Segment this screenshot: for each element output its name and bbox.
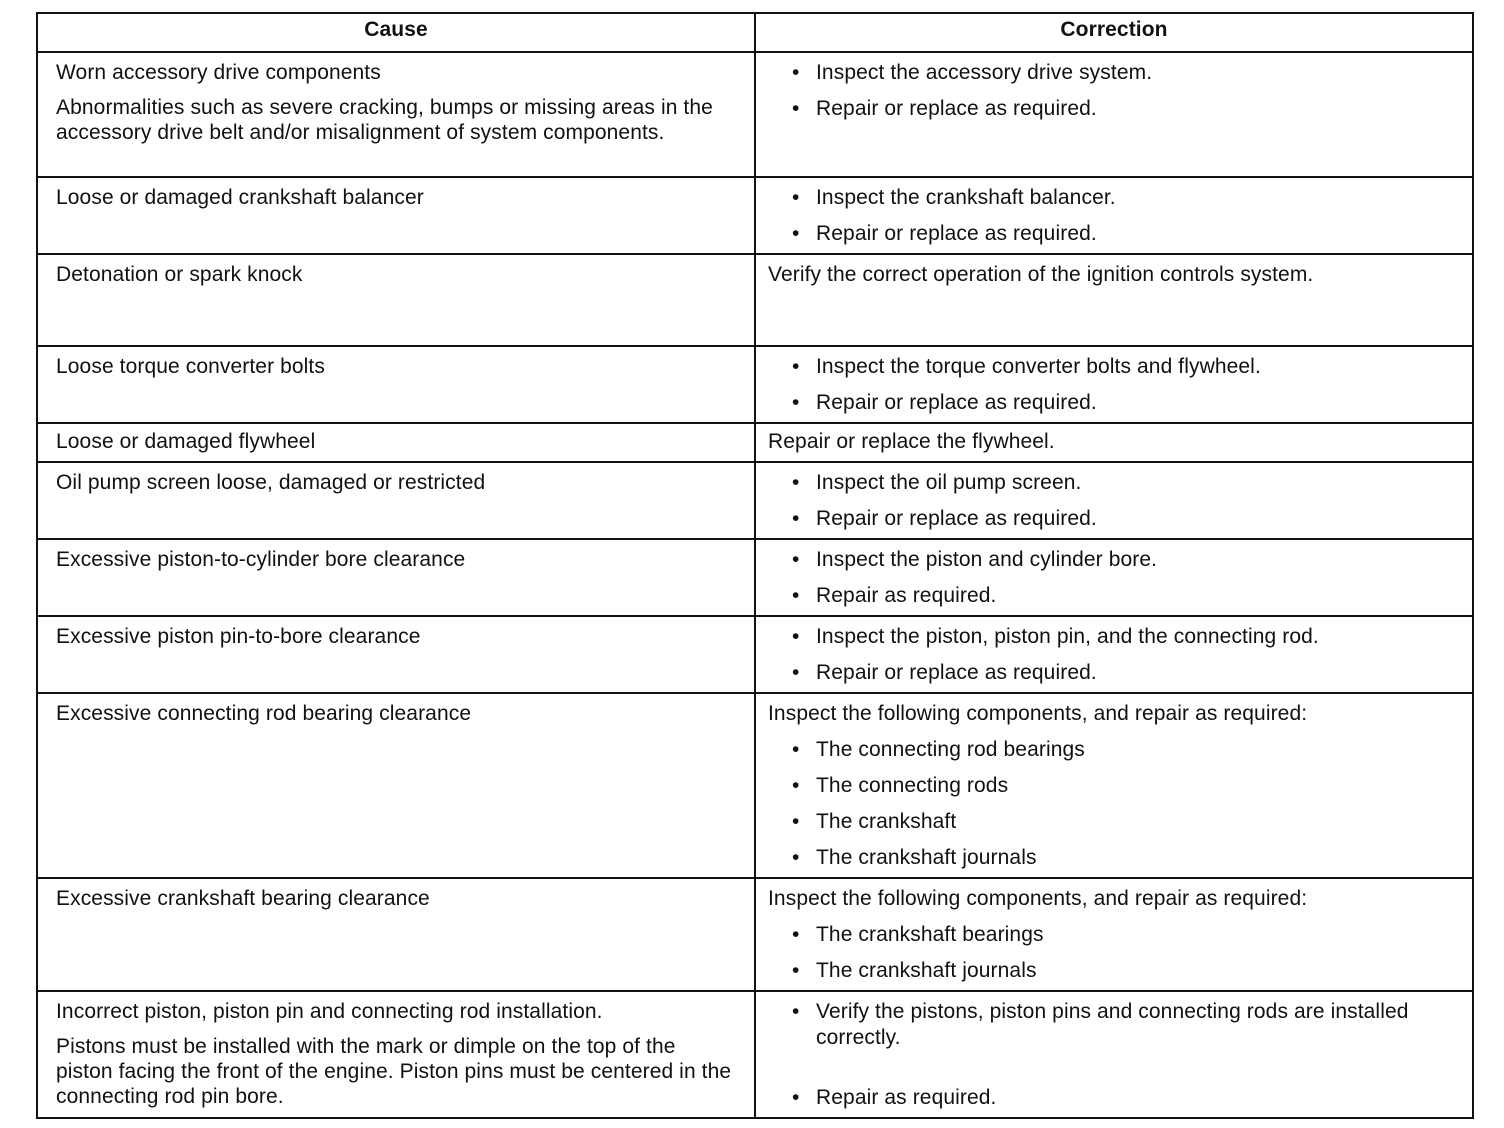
table-row xyxy=(37,423,1473,462)
correction-cell xyxy=(755,991,1473,1118)
correction-list xyxy=(768,999,1462,1111)
correction-cell xyxy=(755,462,1473,539)
list-item: • The crankshaft journals xyxy=(768,958,1462,984)
list-item: • Repair or replace as required. xyxy=(768,506,1462,532)
list-item: • The crankshaft bearings xyxy=(768,922,1462,948)
correction-cell xyxy=(755,616,1473,693)
correction-list xyxy=(768,547,1462,609)
list-item: • Repair or replace as required. xyxy=(768,660,1462,686)
table-row xyxy=(37,346,1473,423)
correction-cell xyxy=(755,346,1473,423)
cause-cell xyxy=(37,177,755,254)
list-item: • Inspect the crankshaft balancer. xyxy=(768,185,1462,211)
table-row xyxy=(37,254,1473,346)
correction-intro: Inspect the following components, and repair as required: xyxy=(768,702,1308,725)
correction-cell xyxy=(755,177,1473,254)
correction-text: Verify the correct operation of the ignition controls system. xyxy=(768,263,1314,286)
table-row xyxy=(37,878,1473,991)
cause-text: Oil pump screen loose, damaged or restricted xyxy=(56,471,486,494)
table-row xyxy=(37,177,1473,254)
correction-header: Correction xyxy=(755,13,1473,52)
cause-cell xyxy=(37,346,755,423)
cause-text: Loose or damaged flywheel xyxy=(56,430,316,453)
list-item: • Inspect the torque converter bolts and flywheel. xyxy=(768,354,1462,380)
cause-cell xyxy=(37,878,755,991)
list-item: • Inspect the oil pump screen. xyxy=(768,470,1462,496)
cause-text: Excessive connecting rod bearing clearance xyxy=(56,702,472,725)
correction-cell xyxy=(755,539,1473,616)
correction-list xyxy=(768,624,1462,686)
diagnostic-table xyxy=(36,12,1474,1119)
list-item: • Repair as required. xyxy=(768,583,1462,609)
correction-list xyxy=(768,922,1462,984)
cause-note: Abnormalities such as severe cracking, bumps or missing areas in the accessory drive belt and/or misalignment of system components. xyxy=(56,96,713,144)
correction-cell xyxy=(755,423,1473,462)
list-item: • Repair or replace as required. xyxy=(768,221,1462,247)
list-item: • Repair or replace as required. xyxy=(768,96,1462,122)
correction-list xyxy=(768,185,1462,247)
correction-cell xyxy=(755,254,1473,346)
cause-text: Excessive crankshaft bearing clearance xyxy=(56,887,430,910)
table-row xyxy=(37,462,1473,539)
cause-header: Cause xyxy=(37,13,755,52)
cause-text: Excessive piston pin-to-bore clearance xyxy=(56,625,421,648)
cause-text: Worn accessory drive components xyxy=(56,61,381,84)
list-item: • The crankshaft journals xyxy=(768,845,1462,871)
cause-text: Loose or damaged crankshaft balancer xyxy=(56,186,424,209)
cause-cell xyxy=(37,254,755,346)
correction-list xyxy=(768,737,1462,871)
correction-intro: Inspect the following components, and repair as required: xyxy=(768,887,1308,910)
cause-text: Detonation or spark knock xyxy=(56,263,303,286)
cause-cell xyxy=(37,462,755,539)
correction-list xyxy=(768,60,1462,122)
cause-text: Excessive piston-to-cylinder bore clearance xyxy=(56,548,466,571)
list-item: • Verify the pistons, piston pins and connecting rods are installed correctly. xyxy=(768,999,1462,1051)
table-row xyxy=(37,539,1473,616)
table-row xyxy=(37,991,1473,1118)
header-row xyxy=(37,13,1473,52)
cause-note: Pistons must be installed with the mark or dimple on the top of the piston facing the front of the engine. Piston pins must be centered in the connecting rod pin bore. xyxy=(56,1035,732,1108)
table-row xyxy=(37,616,1473,693)
list-item: • The connecting rods xyxy=(768,773,1462,799)
cause-text: Loose torque converter bolts xyxy=(56,355,325,378)
cause-text: Incorrect piston, piston pin and connecting rod installation. xyxy=(56,1000,603,1023)
list-item: • Inspect the piston, piston pin, and the connecting rod. xyxy=(768,624,1462,650)
table-row xyxy=(37,52,1473,177)
table-row xyxy=(37,693,1473,878)
list-item: • Inspect the piston and cylinder bore. xyxy=(768,547,1462,573)
cause-cell xyxy=(37,991,755,1118)
correction-list xyxy=(768,470,1462,532)
list-item: • The connecting rod bearings xyxy=(768,737,1462,763)
correction-cell xyxy=(755,52,1473,177)
list-item: • Repair or replace as required. xyxy=(768,390,1462,416)
list-item: • The crankshaft xyxy=(768,809,1462,835)
correction-list xyxy=(768,354,1462,416)
cause-cell xyxy=(37,539,755,616)
cause-cell xyxy=(37,616,755,693)
correction-cell xyxy=(755,878,1473,991)
correction-text: Repair or replace the flywheel. xyxy=(768,430,1055,453)
correction-cell xyxy=(755,693,1473,878)
list-item: • Inspect the accessory drive system. xyxy=(768,60,1462,86)
list-item: • Repair as required. xyxy=(768,1085,1462,1111)
cause-cell xyxy=(37,423,755,462)
cause-cell xyxy=(37,693,755,878)
cause-cell xyxy=(37,52,755,177)
